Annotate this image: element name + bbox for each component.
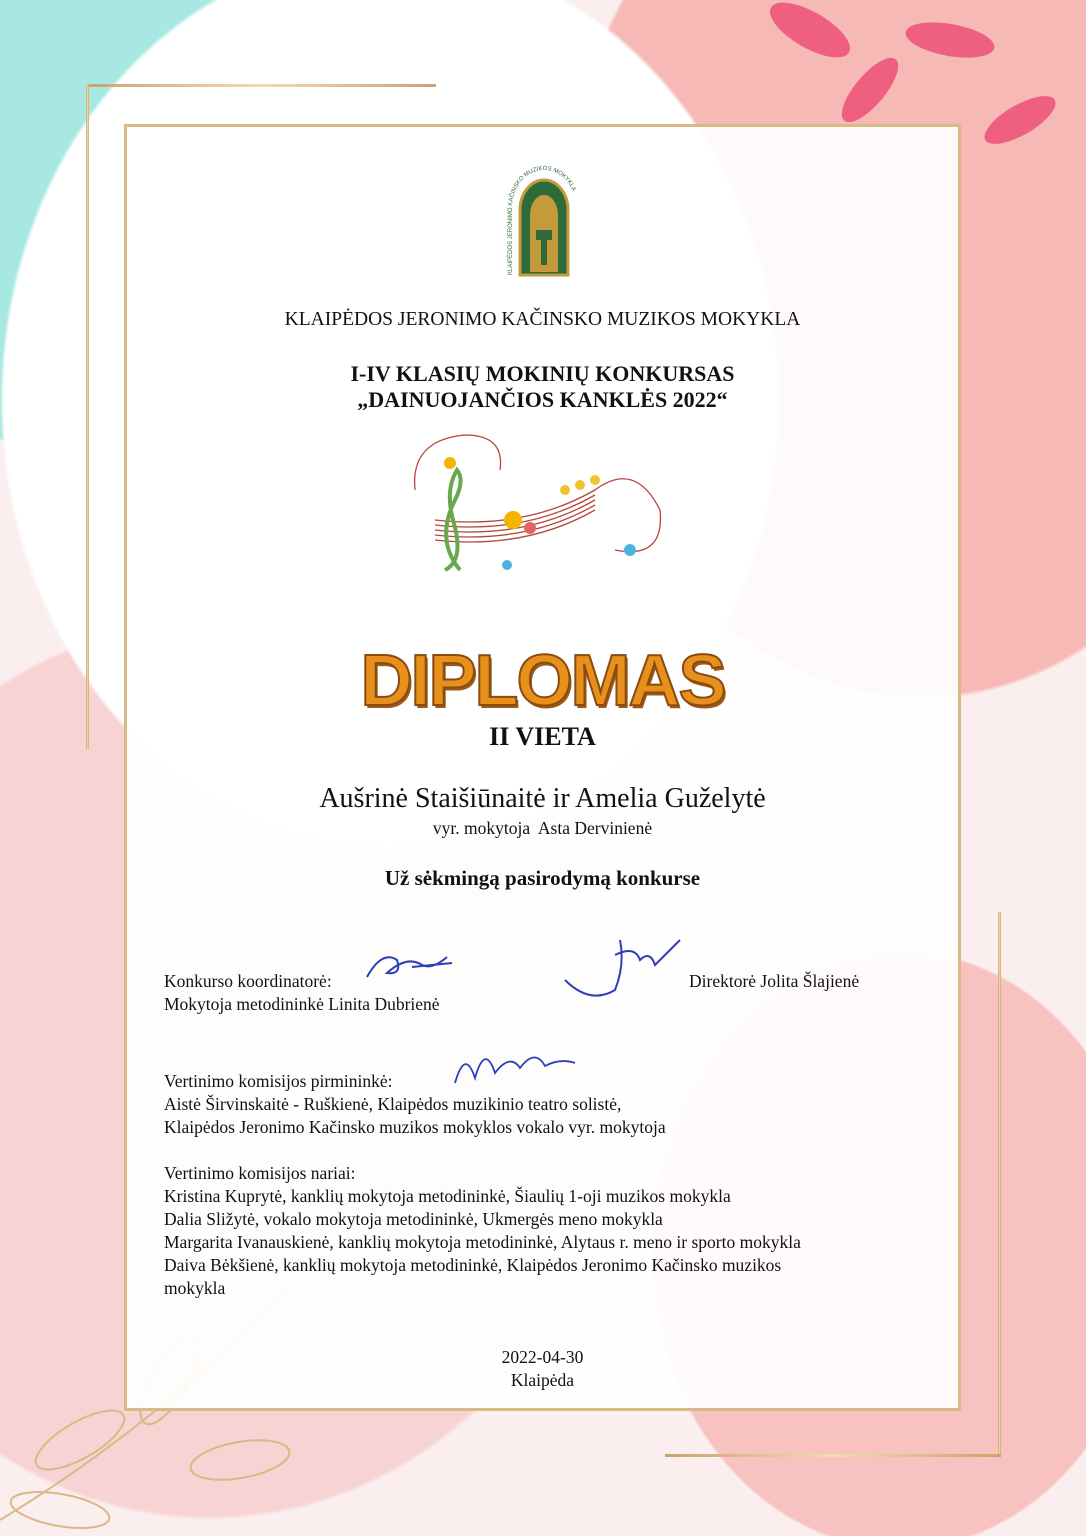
teacher: vyr. mokytoja Asta Dervinienė bbox=[432, 818, 653, 838]
member-item: mokykla bbox=[164, 1278, 226, 1298]
chair-line1: Aistė Širvinskaitė - Ruškienė, Klaipėdos muzikinio teatro solistė, bbox=[164, 1094, 622, 1114]
gold-frame-line bbox=[86, 84, 436, 87]
gold-frame-line bbox=[86, 84, 89, 749]
contest-title-line1: I-IV KLASIŲ MOKINIŲ KONKURSAS bbox=[350, 361, 735, 386]
director-signature bbox=[560, 935, 685, 1005]
diploma-title: DIPLOMAS bbox=[360, 641, 725, 721]
gold-frame-line bbox=[998, 912, 1001, 1457]
member-item: Daiva Bėkšienė, kanklių mokytoja metodininkė, Klaipėdos Jeronimo Kačinsko muzikos bbox=[164, 1255, 782, 1275]
member-item: Margarita Ivanauskienė, kanklių mokytoja metodininkė, Alytaus r. meno ir sporto mokykla bbox=[164, 1232, 801, 1252]
date: 2022-04-30 bbox=[501, 1347, 584, 1367]
city: Klaipėda bbox=[510, 1370, 575, 1390]
member-item: Kristina Kuprytė, kanklių mokytoja metodininkė, Šiaulių 1-oji muzikos mokykla bbox=[164, 1186, 731, 1206]
school-logo bbox=[498, 160, 590, 280]
coordinator-name: Mokytoja metodininkė Linita Dubrienė bbox=[164, 994, 440, 1014]
recipients: Aušrinė Staišiūnaitė ir Amelia Guželytė bbox=[319, 783, 766, 814]
place: II VIETA bbox=[489, 722, 596, 751]
coordinator-label: Konkurso koordinatorė: bbox=[164, 971, 332, 991]
reason: Už sėkmingą pasirodymą konkurse bbox=[384, 866, 701, 890]
director-name: Direktorė Jolita Šlajienė bbox=[689, 971, 860, 991]
chair-line2: Klaipėdos Jeronimo Kačinsko muzikos mokyklos vokalo vyr. mokytoja bbox=[164, 1117, 666, 1137]
member-item: Dalia Sližytė, vokalo mokytoja metodininkė, Ukmergės meno mokykla bbox=[164, 1209, 663, 1229]
contest-title-line2: „DAINUOJANČIOS KANKLĖS 2022“ bbox=[357, 387, 728, 412]
chair-label: Vertinimo komisijos pirmininkė: bbox=[164, 1071, 393, 1091]
gold-frame-line bbox=[665, 1454, 1001, 1457]
chair-signature bbox=[450, 1038, 580, 1088]
coordinator-signature bbox=[362, 945, 457, 985]
svg-text:KLAIPĖDOS JERONIMO KAČINSKO MU: KLAIPĖDOS JERONIMO KAČINSKO MUZIKOS MOKYKLA bbox=[507, 165, 577, 275]
school-name: KLAIPĖDOS JERONIMO KAČINSKO MUZIKOS MOKYKLA bbox=[284, 309, 801, 330]
members-label: Vertinimo komisijos nariai: bbox=[164, 1163, 356, 1183]
music-staff-illustration bbox=[395, 420, 675, 590]
